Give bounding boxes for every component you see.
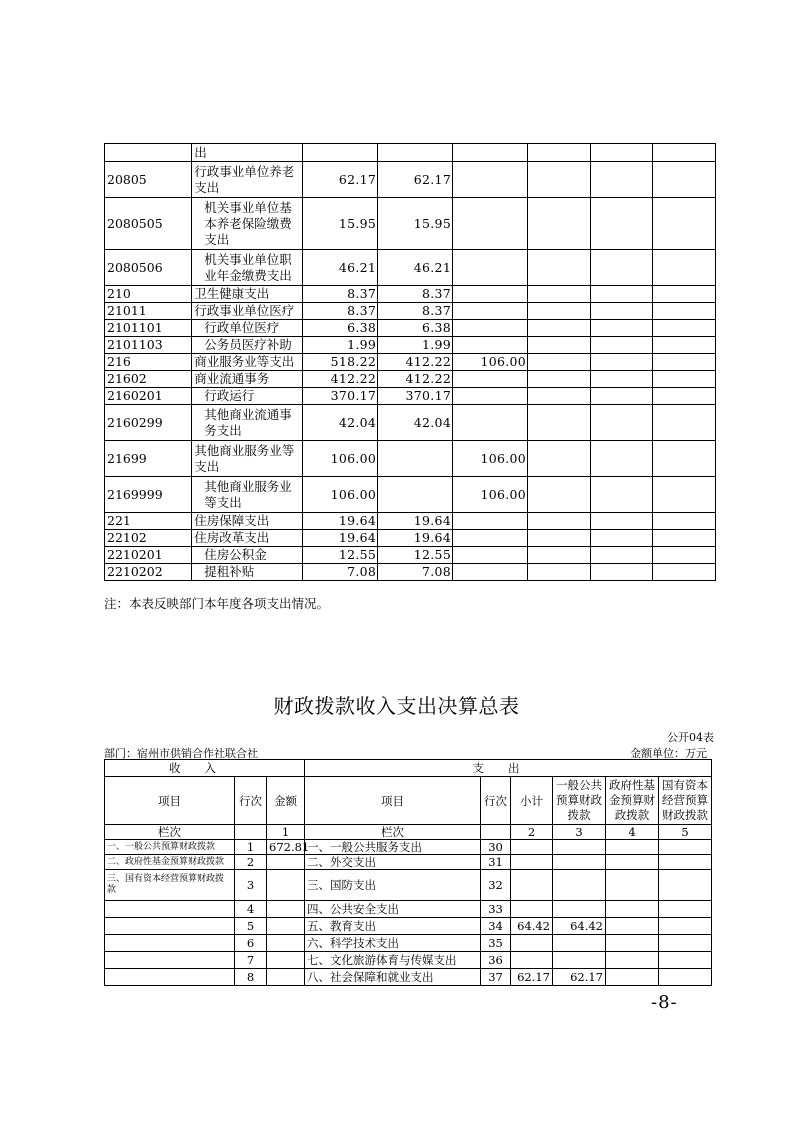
- gen-budget-cell: [553, 870, 606, 901]
- project-expense-cell: [453, 303, 528, 320]
- expense-rowno-cell: 37: [481, 969, 511, 986]
- table-row: [105, 337, 716, 354]
- basic-expense-cell: 7.08: [378, 564, 453, 581]
- project-expense-cell: [453, 144, 528, 162]
- table-row: [105, 441, 716, 477]
- blank-cell: [528, 337, 591, 354]
- basic-expense-cell: 19.64: [378, 530, 453, 547]
- gov-fund-cell: [606, 855, 659, 870]
- total-amount-cell: 412.22: [303, 371, 378, 388]
- table-row: [105, 250, 716, 286]
- gen-budget-cell: 64.42: [553, 918, 606, 935]
- total-amount-cell: 106.00: [303, 477, 378, 513]
- blank-cell: [481, 825, 511, 840]
- blank-cell: [528, 547, 591, 564]
- project-expense-cell: [453, 371, 528, 388]
- income-rowno-header: 行次: [235, 777, 267, 825]
- blank-cell: [653, 198, 716, 250]
- blank-cell: [653, 320, 716, 337]
- expense-item-cell: 七、文化旅游体育与传媒支出: [305, 952, 481, 969]
- income-item-cell: [105, 969, 235, 986]
- total-amount-cell: 6.38: [303, 320, 378, 337]
- subject-code-cell: 21602: [105, 371, 192, 388]
- form-number: 公开04表: [667, 731, 714, 744]
- blank-cell: [653, 371, 716, 388]
- subject-code-cell: 22102: [105, 530, 192, 547]
- gen-budget-cell: [553, 855, 606, 870]
- gov-fund-cell: [606, 870, 659, 901]
- expenditure-detail-table: [104, 143, 716, 581]
- expense-rowno-cell: 36: [481, 952, 511, 969]
- gen-budget-cell: [553, 840, 606, 855]
- income-rowno-cell: 2: [235, 855, 267, 870]
- gov-fund-header: 政府性基金预算财政拨款: [606, 777, 659, 825]
- income-amount-cell: [267, 935, 305, 952]
- blank-cell: [528, 286, 591, 303]
- income-item-cell: 三、国有资本经营预算财政拨款: [105, 870, 235, 901]
- project-expense-cell: [453, 564, 528, 581]
- blank-cell: [590, 144, 653, 162]
- income-rowno-cell: 5: [235, 918, 267, 935]
- income-amount-cell: [267, 870, 305, 901]
- table-row: [105, 855, 712, 870]
- subject-code-cell: 210: [105, 286, 192, 303]
- blank-cell: [590, 250, 653, 286]
- gen-budget-cell: 62.17: [553, 969, 606, 986]
- subtotal-cell: [511, 901, 553, 918]
- subtotal-cell: [511, 855, 553, 870]
- project-expense-cell: [453, 388, 528, 405]
- gov-fund-cell: [606, 918, 659, 935]
- blank-cell: [590, 162, 653, 198]
- expense-item-cell: 四、公共安全支出: [305, 901, 481, 918]
- expense-rowno-cell: 31: [481, 855, 511, 870]
- subject-code-cell: 2080506: [105, 250, 192, 286]
- project-expense-cell: 106.00: [453, 477, 528, 513]
- state-capital-cell: [659, 901, 712, 918]
- total-amount-cell: 7.08: [303, 564, 378, 581]
- department-label: 部门：宿州市供销合作社联合社: [104, 747, 258, 760]
- subject-name-cell: 行政单位医疗: [192, 320, 303, 337]
- blank-cell: [653, 513, 716, 530]
- expense-rowno-cell: 35: [481, 935, 511, 952]
- expense-header: 支出: [305, 760, 712, 777]
- project-expense-cell: [453, 337, 528, 354]
- basic-expense-cell: 1.99: [378, 337, 453, 354]
- income-col-label: 栏次: [105, 825, 235, 840]
- total-amount-cell: 62.17: [303, 162, 378, 198]
- subject-name-cell: 其他商业服务业等支出: [192, 477, 303, 513]
- state-capital-cell: [659, 969, 712, 986]
- project-expense-cell: [453, 250, 528, 286]
- blank-cell: [528, 388, 591, 405]
- col2-number: 2: [511, 825, 553, 840]
- blank-cell: [528, 477, 591, 513]
- subject-name-cell: 其他商业流通事务支出: [192, 405, 303, 441]
- project-expense-cell: [453, 162, 528, 198]
- header-row-colnumbers: [105, 825, 712, 840]
- table-note: 注：本表反映部门本年度各项支出情况。: [104, 596, 330, 611]
- table-row: [105, 198, 716, 250]
- table-row: [105, 530, 716, 547]
- project-expense-cell: [453, 547, 528, 564]
- basic-expense-cell: 8.37: [378, 286, 453, 303]
- blank-cell: [653, 354, 716, 371]
- income-rowno-cell: 4: [235, 901, 267, 918]
- blank-cell: [528, 513, 591, 530]
- basic-expense-cell: 412.22: [378, 371, 453, 388]
- blank-cell: [528, 405, 591, 441]
- blank-cell: [653, 162, 716, 198]
- table-row: [105, 286, 716, 303]
- blank-cell: [653, 144, 716, 162]
- blank-cell: [528, 162, 591, 198]
- subject-name-cell: 住房改革支出: [192, 530, 303, 547]
- blank-cell: [590, 320, 653, 337]
- blank-cell: [528, 320, 591, 337]
- subtotal-cell: [511, 935, 553, 952]
- income-rowno-cell: 1: [235, 840, 267, 855]
- subject-code-cell: 2160201: [105, 388, 192, 405]
- col3-number: 3: [553, 825, 606, 840]
- blank-cell: [590, 530, 653, 547]
- blank-cell: [653, 547, 716, 564]
- table-row: [105, 513, 716, 530]
- blank-cell: [590, 388, 653, 405]
- subject-name-cell: 住房保障支出: [192, 513, 303, 530]
- state-capital-header: 国有资本经营预算财政拨款: [659, 777, 712, 825]
- blank-cell: [653, 388, 716, 405]
- blank-cell: [528, 530, 591, 547]
- subject-code-cell: 216: [105, 354, 192, 371]
- expense-rowno-cell: 33: [481, 901, 511, 918]
- expense-rowno-cell: 34: [481, 918, 511, 935]
- gen-budget-cell: [553, 935, 606, 952]
- gov-fund-cell: [606, 901, 659, 918]
- col1-number: 1: [267, 825, 305, 840]
- blank-cell: [528, 250, 591, 286]
- blank-cell: [590, 564, 653, 581]
- table-row: [105, 303, 716, 320]
- blank-cell: [528, 303, 591, 320]
- table-row: [105, 547, 716, 564]
- blank-cell: [528, 144, 591, 162]
- table-row: [105, 952, 712, 969]
- income-item-cell: [105, 952, 235, 969]
- state-capital-cell: [659, 870, 712, 901]
- subject-code-cell: 2210202: [105, 564, 192, 581]
- total-amount-cell: [303, 144, 378, 162]
- expense-col-label: 栏次: [305, 825, 481, 840]
- unit-label: 金额单位：万元: [630, 747, 707, 760]
- income-amount-cell: [267, 901, 305, 918]
- expense-item-cell: 二、外交支出: [305, 855, 481, 870]
- subject-name-cell: 卫生健康支出: [192, 286, 303, 303]
- table-row: [105, 870, 712, 901]
- income-amount-cell: [267, 969, 305, 986]
- blank-cell: [528, 564, 591, 581]
- blank-cell: [590, 405, 653, 441]
- blank-cell: [590, 547, 653, 564]
- table-row: [105, 477, 716, 513]
- blank-cell: [653, 441, 716, 477]
- expense-item-header: 项目: [305, 777, 481, 825]
- expense-item-cell: 一、一般公共服务支出: [305, 840, 481, 855]
- table-row: [105, 162, 716, 198]
- page-title: 财政拨款收入支出决算总表: [273, 694, 520, 718]
- total-amount-cell: 8.37: [303, 286, 378, 303]
- blank-cell: [653, 286, 716, 303]
- basic-expense-cell: 412.22: [378, 354, 453, 371]
- table-row: [105, 371, 716, 388]
- blank-cell: [528, 441, 591, 477]
- subtotal-cell: [511, 840, 553, 855]
- basic-expense-cell: 46.21: [378, 250, 453, 286]
- total-amount-cell: 15.95: [303, 198, 378, 250]
- subtotal-cell: 64.42: [511, 918, 553, 935]
- subject-code-cell: 21699: [105, 441, 192, 477]
- subject-name-cell: 商业流通事务: [192, 371, 303, 388]
- blank-cell: [653, 337, 716, 354]
- expenditure-detail-body: [105, 144, 716, 581]
- blank-cell: [590, 371, 653, 388]
- subject-code-cell: 2210201: [105, 547, 192, 564]
- state-capital-cell: [659, 918, 712, 935]
- blank-cell: [528, 198, 591, 250]
- state-capital-cell: [659, 952, 712, 969]
- subject-code-cell: 20805: [105, 162, 192, 198]
- project-expense-cell: 106.00: [453, 441, 528, 477]
- blank-cell: [590, 198, 653, 250]
- income-item-header: 项目: [105, 777, 235, 825]
- basic-expense-cell: 62.17: [378, 162, 453, 198]
- total-amount-cell: 106.00: [303, 441, 378, 477]
- blank-cell: [590, 441, 653, 477]
- subject-code-cell: 2080505: [105, 198, 192, 250]
- expense-rowno-header: 行次: [481, 777, 511, 825]
- blank-cell: [590, 286, 653, 303]
- expense-rowno-cell: 30: [481, 840, 511, 855]
- gen-budget-cell: [553, 952, 606, 969]
- income-rowno-cell: 3: [235, 870, 267, 901]
- subtotal-header: 小计: [511, 777, 553, 825]
- project-expense-cell: [453, 405, 528, 441]
- basic-expense-cell: 370.17: [378, 388, 453, 405]
- income-item-cell: [105, 935, 235, 952]
- basic-expense-cell: [378, 477, 453, 513]
- page-number: -8-: [651, 992, 678, 1013]
- income-amount-cell: [267, 855, 305, 870]
- gen-budget-header: 一般公共预算财政拨款: [553, 777, 606, 825]
- blank-cell: [653, 530, 716, 547]
- basic-expense-cell: 42.04: [378, 405, 453, 441]
- income-amount-cell: 672.81: [267, 840, 305, 855]
- basic-expense-cell: [378, 144, 453, 162]
- income-rowno-cell: 6: [235, 935, 267, 952]
- gov-fund-cell: [606, 935, 659, 952]
- subject-name-cell: 行政运行: [192, 388, 303, 405]
- project-expense-cell: [453, 513, 528, 530]
- table-row: [105, 405, 716, 441]
- subject-name-cell: 住房公积金: [192, 547, 303, 564]
- subject-name-cell: 行政事业单位养老支出: [192, 162, 303, 198]
- subject-name-cell: 机关事业单位基本养老保险缴费支出: [192, 198, 303, 250]
- expense-rowno-cell: 32: [481, 870, 511, 901]
- table-row: [105, 388, 716, 405]
- income-amount-cell: [267, 952, 305, 969]
- table-row: [105, 354, 716, 371]
- header-row-sections: [105, 760, 712, 777]
- total-amount-cell: 46.21: [303, 250, 378, 286]
- project-expense-cell: [453, 198, 528, 250]
- header-row-columns: [105, 777, 712, 825]
- basic-expense-cell: [378, 441, 453, 477]
- blank-cell: [653, 250, 716, 286]
- income-item-cell: [105, 901, 235, 918]
- table-row: [105, 901, 712, 918]
- basic-expense-cell: 12.55: [378, 547, 453, 564]
- blank-cell: [528, 371, 591, 388]
- subject-code-cell: [105, 144, 192, 162]
- gov-fund-cell: [606, 969, 659, 986]
- total-amount-cell: 370.17: [303, 388, 378, 405]
- subject-name-cell: 机关事业单位职业年金缴费支出: [192, 250, 303, 286]
- basic-expense-cell: 19.64: [378, 513, 453, 530]
- subject-name-cell: 行政事业单位医疗: [192, 303, 303, 320]
- blank-cell: [590, 303, 653, 320]
- basic-expense-cell: 15.95: [378, 198, 453, 250]
- blank-cell: [590, 337, 653, 354]
- subject-name-cell: 出: [192, 144, 303, 162]
- basic-expense-cell: 6.38: [378, 320, 453, 337]
- state-capital-cell: [659, 855, 712, 870]
- income-item-cell: 一、一般公共预算财政拨款: [105, 840, 235, 855]
- subject-name-cell: 提租补贴: [192, 564, 303, 581]
- blank-cell: [590, 477, 653, 513]
- total-amount-cell: 19.64: [303, 513, 378, 530]
- blank-cell: [590, 354, 653, 371]
- expense-item-cell: 六、科学技术支出: [305, 935, 481, 952]
- expense-item-cell: 五、教育支出: [305, 918, 481, 935]
- income-item-cell: 二、政府性基金预算财政拨款: [105, 855, 235, 870]
- project-expense-cell: [453, 320, 528, 337]
- gov-fund-cell: [606, 840, 659, 855]
- blank-cell: [653, 303, 716, 320]
- subject-code-cell: 2101101: [105, 320, 192, 337]
- subject-name-cell: 公务员医疗补助: [192, 337, 303, 354]
- total-amount-cell: 1.99: [303, 337, 378, 354]
- project-expense-cell: [453, 286, 528, 303]
- gov-fund-cell: [606, 952, 659, 969]
- total-amount-cell: 42.04: [303, 405, 378, 441]
- income-header: 收入: [105, 760, 305, 777]
- subject-name-cell: 商业服务业等支出: [192, 354, 303, 371]
- expense-item-cell: 八、社会保障和就业支出: [305, 969, 481, 986]
- subject-code-cell: 2101103: [105, 337, 192, 354]
- subject-code-cell: 2160299: [105, 405, 192, 441]
- total-amount-cell: 8.37: [303, 303, 378, 320]
- blank-cell: [653, 477, 716, 513]
- gen-budget-cell: [553, 901, 606, 918]
- blank-cell: [653, 564, 716, 581]
- income-amount-cell: [267, 918, 305, 935]
- state-capital-cell: [659, 935, 712, 952]
- project-expense-cell: [453, 530, 528, 547]
- income-item-cell: [105, 918, 235, 935]
- subject-code-cell: 2169999: [105, 477, 192, 513]
- table-row: [105, 320, 716, 337]
- state-capital-cell: [659, 840, 712, 855]
- basic-expense-cell: 8.37: [378, 303, 453, 320]
- expense-item-cell: 三、国防支出: [305, 870, 481, 901]
- blank-cell: [653, 405, 716, 441]
- table-row: [105, 918, 712, 935]
- income-rowno-cell: 7: [235, 952, 267, 969]
- table-row: [105, 969, 712, 986]
- subject-code-cell: 21011: [105, 303, 192, 320]
- table-row: [105, 144, 716, 162]
- project-expense-cell: 106.00: [453, 354, 528, 371]
- subtotal-cell: [511, 952, 553, 969]
- subject-code-cell: 221: [105, 513, 192, 530]
- income-amount-header: 金额: [267, 777, 305, 825]
- blank-cell: [235, 825, 267, 840]
- total-amount-cell: 19.64: [303, 530, 378, 547]
- summary-table: [104, 759, 712, 986]
- subject-name-cell: 其他商业服务业等支出: [192, 441, 303, 477]
- blank-cell: [590, 513, 653, 530]
- total-amount-cell: 12.55: [303, 547, 378, 564]
- col5-number: 5: [659, 825, 712, 840]
- blank-cell: [528, 354, 591, 371]
- table-row: [105, 935, 712, 952]
- table-row: [105, 840, 712, 855]
- subtotal-cell: [511, 870, 553, 901]
- total-amount-cell: 518.22: [303, 354, 378, 371]
- income-rowno-cell: 8: [235, 969, 267, 986]
- subtotal-cell: 62.17: [511, 969, 553, 986]
- table-row: [105, 564, 716, 581]
- col4-number: 4: [606, 825, 659, 840]
